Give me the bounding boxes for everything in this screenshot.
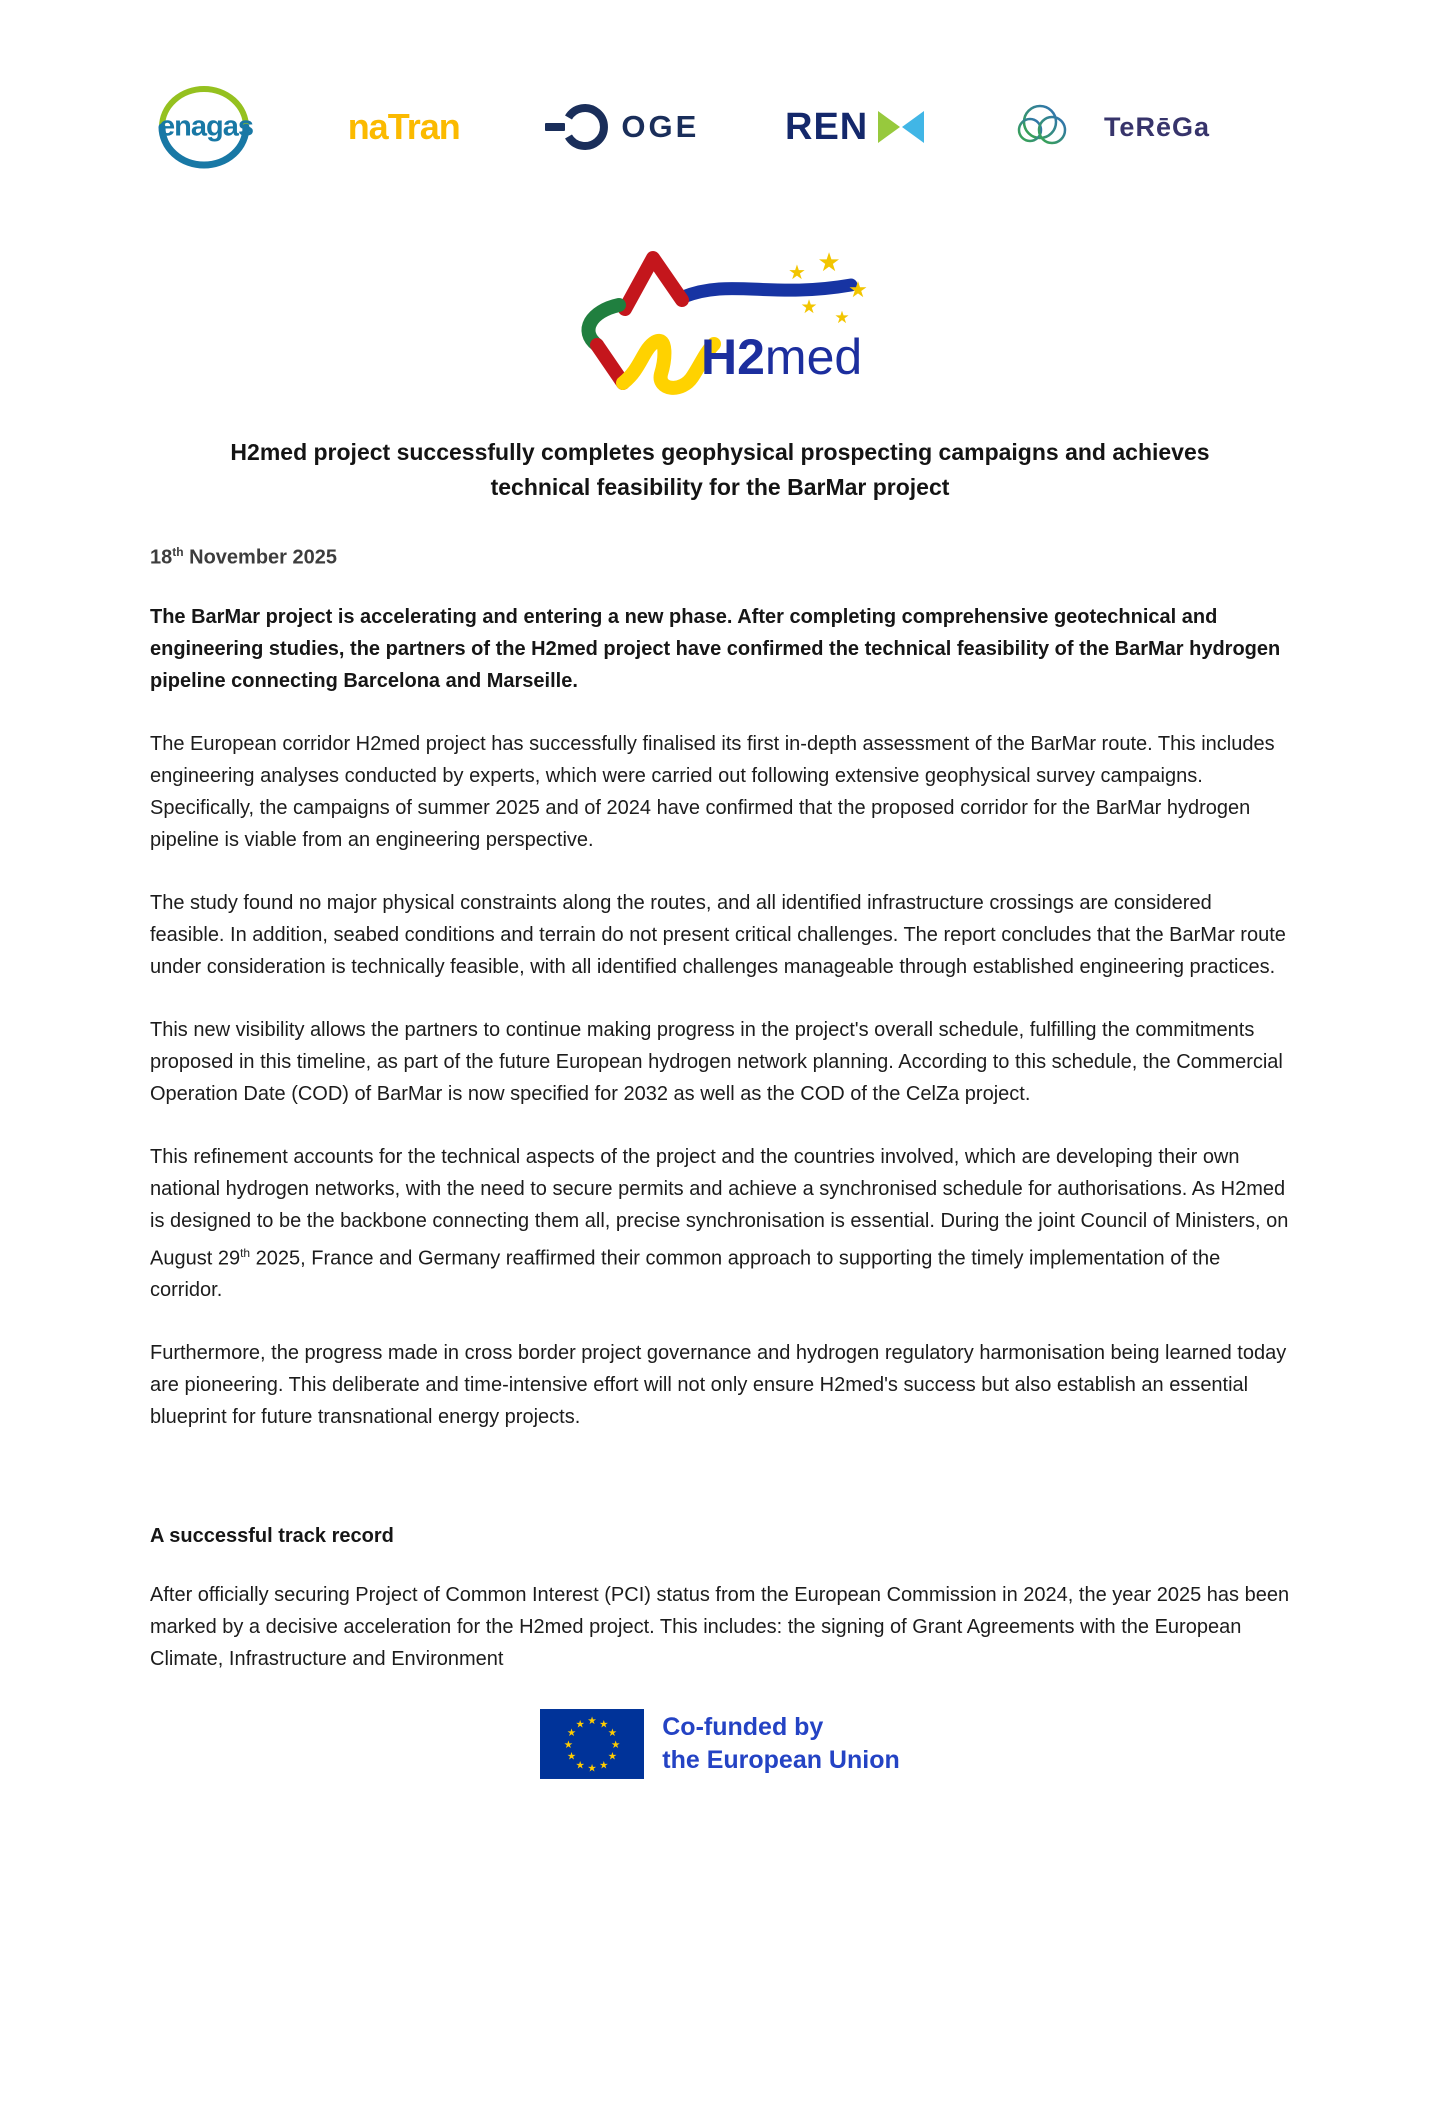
h2med-wordmark-bold: H2: [701, 329, 765, 385]
paragraph-2: The study found no major physical constraints along the routes, and all identified infrastructure crossings are considered feasible. In addition, seabed conditions and terrain do not present critical challenges. The report concludes that the BarMar route under consideration is technically feasible, with all identified challenges manageable through established engineering practices.: [150, 891, 1286, 978]
terega-logo: [1010, 98, 1210, 156]
ren-logo: [785, 106, 924, 149]
svg-text:★: ★: [608, 1727, 618, 1740]
h2med-wordmark-regular: med: [764, 329, 863, 385]
svg-text:★: ★: [575, 1718, 586, 1731]
terega-circles-icon: [1010, 98, 1094, 156]
document-page: [0, 85, 1440, 1779]
paragraph-4-ordinal: th: [240, 1245, 251, 1260]
svg-text:★: ★: [563, 1739, 574, 1752]
h2med-wordmark: [701, 329, 862, 385]
date-ordinal: th: [172, 545, 184, 559]
svg-text:★: ★: [567, 1727, 577, 1740]
svg-text:★: ★: [599, 1759, 609, 1772]
h2med-logo-wrap: [150, 243, 1290, 403]
partner-logo-row: [150, 85, 1210, 169]
enagas-wordmark: enagas: [159, 110, 253, 143]
svg-text:★: ★: [800, 296, 818, 318]
paragraph-3: This new visibility allows the partners to continue making progress in the project's overall schedule, fulfilling the commitments proposed in this timeline, as part of the future European hydrogen network planning. According to this schedule, the Commercial Operation Date (COD) of BarMar is now specified for 2032 as well as the COD of the CelZa project.: [150, 1018, 1283, 1105]
enagas-logo: [150, 85, 262, 169]
svg-text:★: ★: [834, 308, 850, 328]
press-release-title: H2med project successfully completes geophysical prospecting campaigns and achieves technical feasibility for the BarMar project: [230, 439, 1210, 500]
paragraph-lead: The BarMar project is accelerating and entering a new phase. After completing comprehensive geotechnical and engineering studies, the partners of the H2med project have confirmed the technical feasibility of the BarMar hydrogen pipeline connecting Barcelona and Marseille.: [150, 605, 1281, 692]
h2med-logo: [555, 243, 885, 403]
date-day: 18: [150, 546, 173, 569]
oge-circle-arrow-icon: [545, 99, 609, 155]
eu-cofunded-label: [662, 1711, 900, 1777]
eu-cofunded-line1: Co-funded by: [662, 1713, 824, 1742]
svg-text:★: ★: [788, 260, 806, 284]
paragraph-5: Furthermore, the progress made in cross border project governance and hydrogen regulatory harmonisation being learned today are pioneering. This deliberate and time-intensive effort will not only ensure H2med's success but also establish an essential blueprint for future transnational energy projects.: [150, 1342, 1287, 1429]
oge-logo: [545, 99, 699, 155]
svg-text:★: ★: [587, 1715, 597, 1728]
paragraph-6: After officially securing Project of Common Interest (PCI) status from the European Commission in 2024, the year 2025 has been marked by a decisive acceleration for the H2med project. This includes: the signing of Grant Agreements with the European Climate, Infrastructure and Environment: [150, 1584, 1290, 1671]
svg-text:★: ★: [587, 1762, 597, 1775]
svg-text:★: ★: [848, 278, 868, 303]
ren-wordmark: REN: [785, 105, 869, 148]
eu-cofunded-line2: the European Union: [662, 1746, 900, 1775]
svg-text:★: ★: [567, 1750, 577, 1763]
paragraph-1: The European corridor H2med project has successfully finalised its first in-depth assessment of the BarMar route. This includes engineering analyses conducted by experts, which were carried out following extensive geophysical survey campaigns. Specifically, the campaigns of summer 2025 and of 2024 have confirmed that the proposed corridor for the BarMar hydrogen pipeline is viable from an engineering perspective.: [150, 732, 1275, 851]
date-line: [150, 545, 1290, 570]
natran-logo: [348, 106, 460, 148]
svg-text:★: ★: [599, 1718, 609, 1731]
svg-text:★: ★: [611, 1739, 621, 1752]
svg-text:★: ★: [817, 248, 841, 278]
paragraph-4-text-after: 2025, France and Germany reaffirmed their common approach to supporting the timely implementation of the corridor.: [150, 1247, 1221, 1302]
eu-cofunded-block: [150, 1709, 1290, 1779]
date-rest: November 2025: [183, 546, 337, 569]
natran-wordmark: naTran: [347, 106, 460, 147]
svg-text:★: ★: [608, 1750, 618, 1763]
section-heading: A successful track record: [150, 1525, 394, 1548]
terega-wordmark: TeRēGa: [1103, 111, 1210, 142]
oge-wordmark: OGE: [621, 109, 700, 144]
svg-text:★: ★: [575, 1759, 586, 1772]
paragraph-4-text: This refinement accounts for the technical aspects of the project and the countries involved, which are developing their own national hydrogen networks, with the need to secure permits and achieve a synchronised schedule for authorisations. As H2med is designed to be the backbone connecting them all, precise synchronisation is essential. During the joint Council of Ministers, on August 29: [150, 1145, 1289, 1270]
ren-triangles-icon: [878, 107, 924, 147]
eu-flag-icon: [540, 1709, 644, 1779]
paragraph-4: [150, 1141, 1290, 1307]
